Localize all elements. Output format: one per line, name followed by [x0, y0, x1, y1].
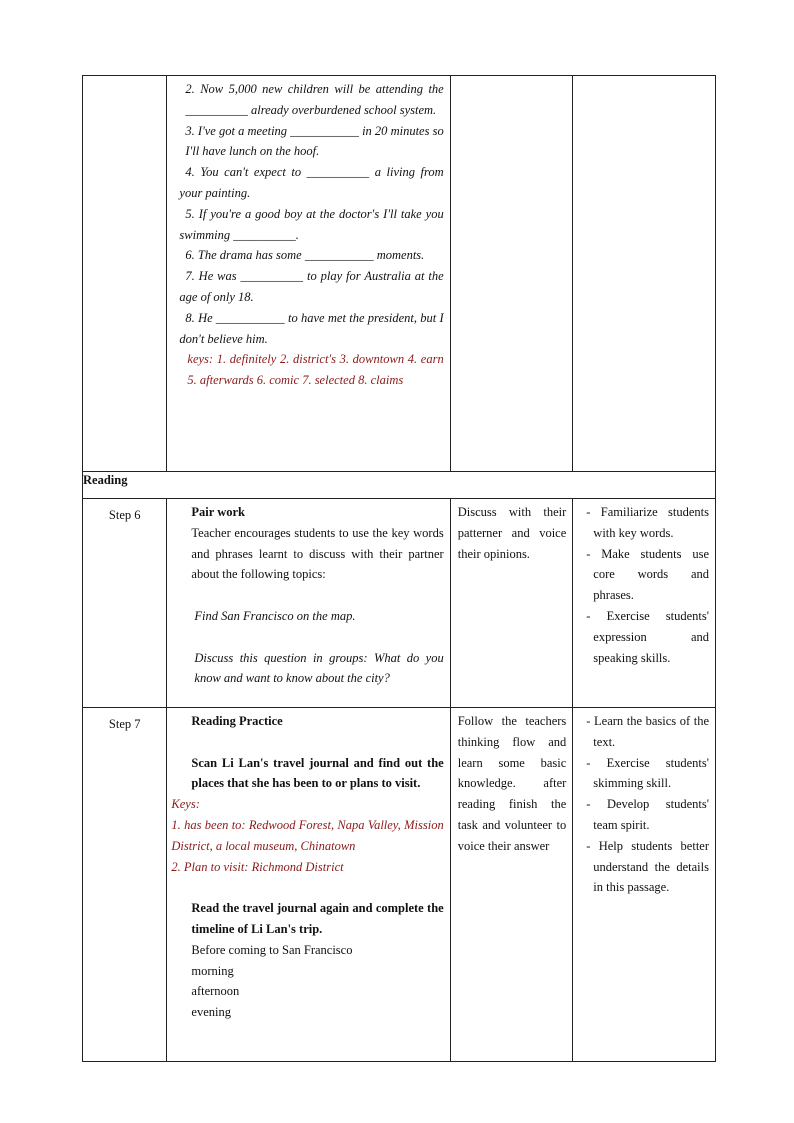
- step7-task1: Scan Li Lan's travel journal and find out the places that she has been to or plans to visit.: [191, 755, 444, 791]
- timeline-item: afternoon: [191, 984, 240, 999]
- step7-label: Step 7: [83, 708, 167, 1062]
- step7-keys-label: Keys:: [171, 797, 200, 812]
- step6-intro: Teacher encourages students to use the key words and phrases learnt to discuss with their partner about the following topics:: [191, 525, 444, 582]
- step7-student-activity: Follow the teachers thinking flow and learn some basic knowledge. after reading finish the task and volunteer to voice their answer: [457, 714, 567, 853]
- step7-content-cell: [167, 708, 450, 1062]
- vocab-activity-cell: [450, 76, 573, 472]
- step6-row: [83, 499, 716, 708]
- step6-student-activity: Discuss with their patterner and voice their opinions.: [457, 505, 567, 561]
- purpose-item: - Exercise students' expression and speaking skills.: [586, 608, 709, 665]
- purpose-item: - Help students better understand the details in this passage.: [586, 838, 709, 895]
- exercise-item: 5. If you're a good boy at the doctor's I'll take you swimming __________.: [179, 206, 444, 242]
- step6-task2: Discuss this question in groups: What do you know and want to know about the city?: [194, 650, 444, 686]
- exercise-item: 2. Now 5,000 new children will be attending the __________ already overburdened school system.: [185, 82, 444, 117]
- exercise-item: 7. He was __________ to play for Australia at the age of only 18.: [179, 269, 444, 304]
- vocab-purpose-cell: [573, 76, 716, 472]
- step7-activity-cell: [450, 708, 573, 1062]
- step7-title: Reading Practice: [191, 714, 283, 728]
- step6-title: Pair work: [191, 505, 245, 519]
- step7-task2: Read the travel journal again and complete the timeline of Li Lan's trip.: [191, 901, 444, 936]
- vocab-step-cell: [83, 76, 167, 472]
- step6-activity-cell: [450, 499, 573, 708]
- step7-purpose-cell: [573, 708, 716, 1062]
- lesson-plan-table: [82, 75, 716, 1062]
- purpose-item: - Develop students' team spirit.: [586, 797, 709, 832]
- exercise-item: 3. I've got a meeting ___________ in 20 minutes so I'll have lunch on the hoof.: [185, 123, 444, 159]
- timeline-item: evening: [191, 1005, 231, 1020]
- exercise-item: 6. The drama has some ___________ moments.: [185, 248, 425, 263]
- step7-row: [83, 708, 716, 1062]
- exercise-item: 4. You can't expect to __________ a living from your painting.: [179, 165, 444, 200]
- purpose-item: - Make students use core words and phrases.: [586, 546, 709, 603]
- step7-key2: 2. Plan to visit: Richmond District: [171, 859, 344, 874]
- purpose-item: - Exercise students' skimming skill.: [586, 755, 709, 791]
- vocab-content-cell: [167, 76, 450, 472]
- step6-content-cell: [167, 499, 450, 708]
- vocab-row: [83, 76, 716, 472]
- exercise-keys: keys: 1. definitely 2. district's 3. downtown 4. earn 5. afterwards 6. comic 7. selected 8. claims: [187, 352, 444, 388]
- exercise-item: 8. He ___________ to have met the president, but I don't believe him.: [179, 310, 444, 346]
- step7-key1: 1. has been to: Redwood Forest, Napa Valley, Mission District, a local museum, Chinatown: [171, 817, 444, 853]
- section-row: [83, 472, 716, 499]
- section-heading-reading: Reading: [83, 472, 716, 499]
- purpose-item: - Learn the basics of the text.: [586, 714, 709, 749]
- step6-label: Step 6: [83, 499, 167, 708]
- step6-purpose-cell: [573, 499, 716, 708]
- timeline-item: Before coming to San Francisco: [191, 942, 353, 957]
- timeline-item: morning: [191, 963, 234, 978]
- step6-task1: Find San Francisco on the map.: [194, 608, 356, 623]
- purpose-item: - Familiarize students with key words.: [586, 505, 709, 540]
